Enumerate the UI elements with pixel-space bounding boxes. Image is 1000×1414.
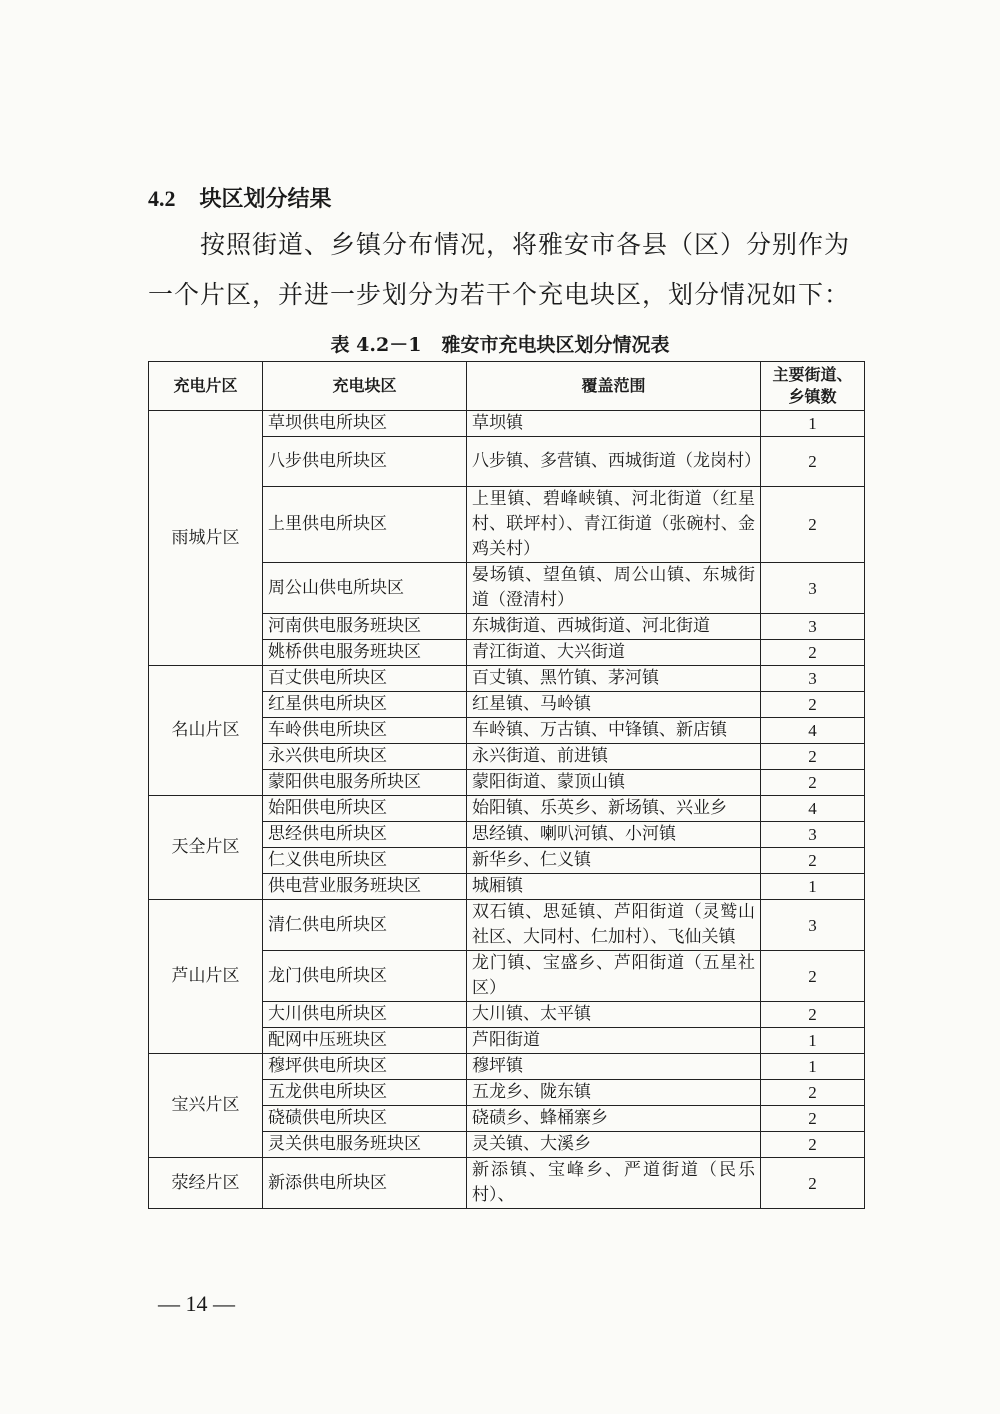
block-cell: 蒙阳供电服务所块区	[263, 770, 467, 796]
block-cell: 配网中压班块区	[263, 1028, 467, 1054]
coverage-cell: 晏场镇、望鱼镇、周公山镇、东城街道（澄清村）	[467, 563, 761, 614]
table-row	[149, 666, 865, 692]
count-cell: 2	[761, 1132, 865, 1158]
block-cell: 草坝供电所块区	[263, 411, 467, 437]
block-cell: 思经供电所块区	[263, 822, 467, 848]
region-cell: 名山片区	[149, 666, 263, 796]
count-cell: 2	[761, 640, 865, 666]
table-row	[149, 900, 865, 951]
page-number: — 14 —	[158, 1291, 235, 1316]
block-cell: 永兴供电所块区	[263, 744, 467, 770]
count-cell: 2	[761, 1106, 865, 1132]
coverage-cell: 永兴街道、前进镇	[467, 744, 761, 770]
block-cell: 硗碛供电所块区	[263, 1106, 467, 1132]
count-cell: 3	[761, 614, 865, 640]
table-caption	[0, 330, 1000, 357]
coverage-cell: 双石镇、思延镇、芦阳街道（灵鹫山社区、大同村、仁加村）、飞仙关镇	[467, 900, 761, 951]
region-cell: 宝兴片区	[149, 1054, 263, 1158]
coverage-cell: 灵关镇、大溪乡	[467, 1132, 761, 1158]
block-cell: 周公山供电所块区	[263, 563, 467, 614]
count-cell: 3	[761, 666, 865, 692]
table-row	[149, 796, 865, 822]
coverage-cell: 百丈镇、黑竹镇、茅河镇	[467, 666, 761, 692]
region-cell: 天全片区	[149, 796, 263, 900]
block-cell: 八步供电所块区	[263, 437, 467, 487]
coverage-cell: 思经镇、喇叭河镇、小河镇	[467, 822, 761, 848]
coverage-cell: 新添镇、宝峰乡、严道街道（民乐村）、	[467, 1158, 761, 1209]
count-cell: 2	[761, 744, 865, 770]
block-cell: 穆坪供电所块区	[263, 1054, 467, 1080]
header-count: 主要街道、乡镇数	[761, 362, 865, 411]
table-row	[149, 1158, 865, 1209]
coverage-cell: 青江街道、大兴街道	[467, 640, 761, 666]
block-cell: 五龙供电所块区	[263, 1080, 467, 1106]
coverage-cell: 上里镇、碧峰峡镇、河北街道（红星村、联坪村）、青江街道（张碗村、金鸡关村）	[467, 487, 761, 563]
count-cell: 1	[761, 1028, 865, 1054]
table-body	[149, 411, 865, 1209]
count-cell: 4	[761, 796, 865, 822]
coverage-cell: 始阳镇、乐英乡、新场镇、兴业乡	[467, 796, 761, 822]
block-cell: 新添供电所块区	[263, 1158, 467, 1209]
coverage-cell: 五龙乡、陇东镇	[467, 1080, 761, 1106]
table-header-row	[149, 362, 865, 411]
block-cell: 车岭供电所块区	[263, 718, 467, 744]
coverage-cell: 城厢镇	[467, 874, 761, 900]
region-cell: 荥经片区	[149, 1158, 263, 1209]
region-cell: 芦山片区	[149, 900, 263, 1054]
coverage-cell: 红星镇、马岭镇	[467, 692, 761, 718]
coverage-cell: 八步镇、多营镇、西城街道（龙岗村）	[467, 437, 761, 487]
block-cell: 河南供电服务班块区	[263, 614, 467, 640]
block-cell: 灵关供电服务班块区	[263, 1132, 467, 1158]
section-heading	[148, 182, 332, 213]
count-cell: 2	[761, 1080, 865, 1106]
count-cell: 2	[761, 770, 865, 796]
header-region: 充电片区	[149, 362, 263, 411]
count-cell: 3	[761, 563, 865, 614]
block-cell: 上里供电所块区	[263, 487, 467, 563]
coverage-cell: 大川镇、太平镇	[467, 1002, 761, 1028]
count-cell: 2	[761, 1158, 865, 1209]
count-cell: 2	[761, 951, 865, 1002]
coverage-cell: 硗碛乡、蜂桶寨乡	[467, 1106, 761, 1132]
table-row	[149, 411, 865, 437]
block-cell: 姚桥供电服务班块区	[263, 640, 467, 666]
count-cell: 2	[761, 487, 865, 563]
section-title: 块区划分结果	[199, 186, 332, 212]
block-cell: 供电营业服务班块区	[263, 874, 467, 900]
charging-zone-table	[148, 361, 865, 1209]
block-cell: 龙门供电所块区	[263, 951, 467, 1002]
count-cell: 2	[761, 692, 865, 718]
table-caption-number: 表 4.2－1	[330, 334, 422, 356]
count-cell: 2	[761, 848, 865, 874]
coverage-cell: 东城街道、西城街道、河北街道	[467, 614, 761, 640]
block-cell: 大川供电所块区	[263, 1002, 467, 1028]
header-block: 充电块区	[263, 362, 467, 411]
count-cell: 1	[761, 874, 865, 900]
count-cell: 2	[761, 1002, 865, 1028]
block-cell: 始阳供电所块区	[263, 796, 467, 822]
count-cell: 3	[761, 822, 865, 848]
coverage-cell: 芦阳街道	[467, 1028, 761, 1054]
intro-paragraph: 按照街道、乡镇分布情况，将雅安市各县（区）分别作为一个片区，并进一步划分为若干个充电块区，划分情况如下：	[148, 230, 851, 309]
coverage-cell: 新华乡、仁义镇	[467, 848, 761, 874]
count-cell: 4	[761, 718, 865, 744]
coverage-cell: 穆坪镇	[467, 1054, 761, 1080]
count-cell: 1	[761, 1054, 865, 1080]
count-cell: 3	[761, 900, 865, 951]
block-cell: 红星供电所块区	[263, 692, 467, 718]
coverage-cell: 车岭镇、万古镇、中锋镇、新店镇	[467, 718, 761, 744]
block-cell: 清仁供电所块区	[263, 900, 467, 951]
table-caption-title: 雅安市充电块区划分情况表	[441, 334, 670, 356]
block-cell: 仁义供电所块区	[263, 848, 467, 874]
coverage-cell: 草坝镇	[467, 411, 761, 437]
table-row	[149, 1054, 865, 1080]
coverage-cell: 龙门镇、宝盛乡、芦阳街道（五星社区）	[467, 951, 761, 1002]
count-cell: 2	[761, 437, 865, 487]
block-cell: 百丈供电所块区	[263, 666, 467, 692]
coverage-cell: 蒙阳街道、蒙顶山镇	[467, 770, 761, 796]
count-cell: 1	[761, 411, 865, 437]
region-cell: 雨城片区	[149, 411, 263, 666]
header-coverage: 覆盖范围	[467, 362, 761, 411]
section-number: 4.2	[148, 186, 176, 211]
